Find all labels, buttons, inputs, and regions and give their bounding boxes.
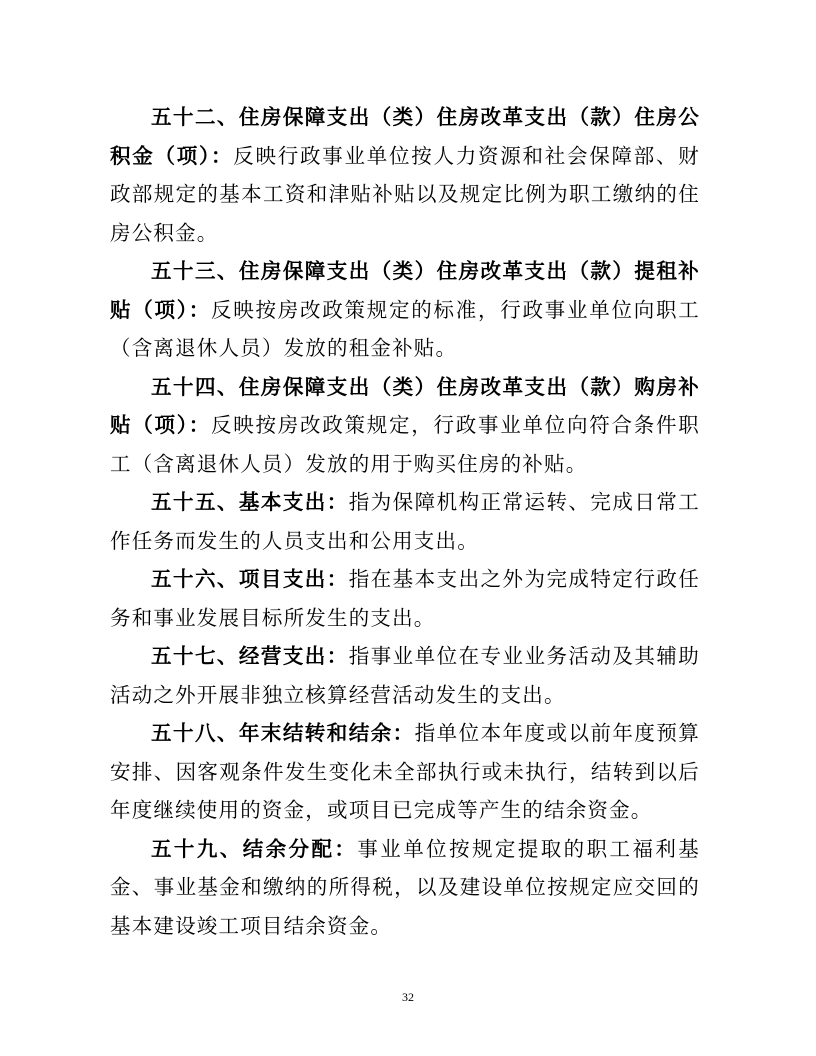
paragraph-57 <box>110 637 700 714</box>
paragraph-body: 指单位本年度或以前年度预算安排、因客观条件发生变化未全部执行或未执行，结转到以后年度继续使用的资金，或项目已完成等产生的结余资金。 <box>110 721 700 822</box>
paragraph-term: 五十三、住房保障支出（类）住房改革支出（款）提租补贴（项）： <box>110 259 700 322</box>
paragraph-56 <box>110 560 700 637</box>
paragraph-59 <box>110 830 700 946</box>
paragraph-term: 五十二、住房保障支出（类）住房改革支出（款）住房公积金（项）： <box>110 105 700 168</box>
paragraph-term: 五十八、年末结转和结余： <box>151 721 415 745</box>
paragraph-54 <box>110 368 700 484</box>
paragraph-term: 五十九、结余分配： <box>151 836 358 861</box>
paragraph-term: 五十六、项目支出： <box>151 567 349 591</box>
paragraph-body: 指事业单位在专业业务活动及其辅助活动之外开展非独立核算经营活动发生的支出。 <box>110 644 700 707</box>
paragraph-body: 反映行政事业单位按人力资源和社会保障部、财政部规定的基本工资和津贴补贴以及规定比例为职工缴纳的住房公积金。 <box>110 143 700 245</box>
paragraph-body: 反映按房改政策规定的标准，行政事业单位向职工（含离退休人员）发放的租金补贴。 <box>110 297 700 360</box>
paragraph-53 <box>110 252 700 368</box>
paragraph-term: 五十五、基本支出： <box>151 490 349 514</box>
paragraph-52 <box>110 98 700 252</box>
paragraph-55 <box>110 483 700 560</box>
paragraph-body: 指为保障机构正常运转、完成日常工作任务而发生的人员支出和公用支出。 <box>110 490 700 553</box>
paragraph-body: 指在基本支出之外为完成特定行政任务和事业发展目标所发生的支出。 <box>110 567 700 630</box>
paragraph-58 <box>110 714 700 830</box>
paragraph-body: 事业单位按规定提取的职工福利基金、事业基金和缴纳的所得税，以及建设单位按规定应交回的基本建设竣工项目结余资金。 <box>110 836 701 938</box>
document-page <box>110 98 700 945</box>
paragraph-term: 五十七、经营支出： <box>151 644 349 668</box>
paragraph-term: 五十四、住房保障支出（类）住房改革支出（款）购房补贴（项）： <box>110 374 700 437</box>
paragraph-body: 反映按房改政策规定，行政事业单位向符合条件职工（含离退休人员）发放的用于购买住房的补贴。 <box>110 413 700 476</box>
page-number: 32 <box>402 990 414 1004</box>
